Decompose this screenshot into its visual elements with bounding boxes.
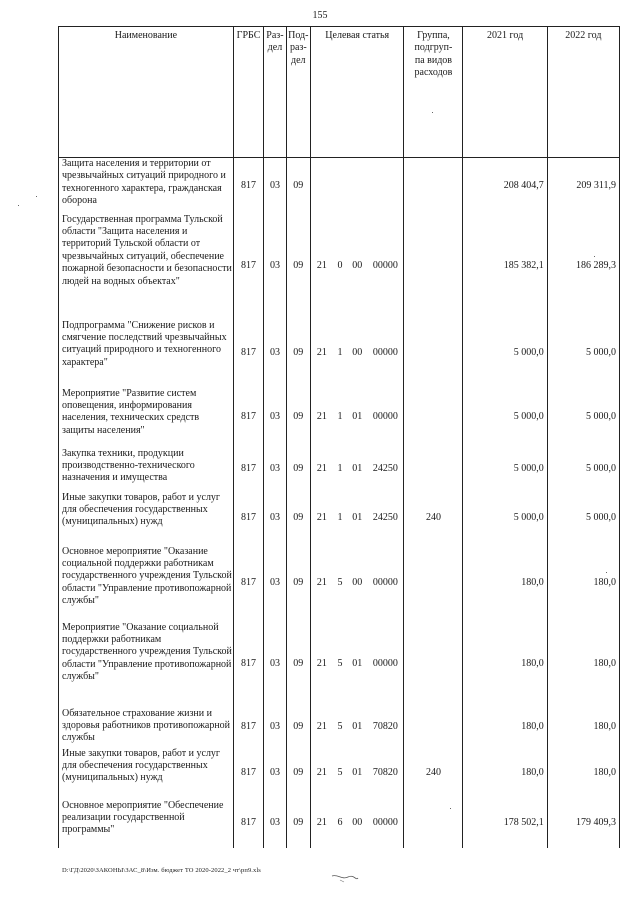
row-target-program: 21	[310, 388, 332, 448]
row-target-subprogram	[333, 158, 347, 214]
row-target-direction: 00000	[367, 800, 404, 848]
row-target-program	[310, 158, 332, 214]
row-target-program: 21	[310, 214, 332, 320]
row-amount-2022: 180,0	[547, 708, 619, 748]
speck	[36, 196, 37, 197]
row-podrazdel: 09	[286, 214, 310, 320]
row-name: Иные закупки товаров, работ и услуг для обеспечения государственных (муниципальных) нужд	[59, 748, 234, 800]
col-header-grbs: ГРБС	[233, 27, 263, 158]
row-podrazdel: 09	[286, 388, 310, 448]
col-header-razdel: Раз- дел	[264, 27, 286, 158]
row-amount-2021: 180,0	[463, 546, 547, 622]
table-row	[59, 320, 620, 388]
row-amount-2021: 180,0	[463, 622, 547, 708]
row-target-program: 21	[310, 708, 332, 748]
row-podrazdel: 09	[286, 622, 310, 708]
row-target-event: 01	[352, 411, 363, 423]
row-target-subprogram: 1	[337, 463, 343, 475]
table-row	[59, 748, 620, 800]
row-amount-2022: 180,0	[547, 546, 619, 622]
row-amount-2022: 5 000,0	[547, 448, 619, 492]
row-grbs: 817	[233, 448, 263, 492]
row-amount-2021: 5 000,0	[463, 448, 547, 492]
row-podrazdel: 09	[286, 748, 310, 800]
row-amount-2021: 180,0	[463, 708, 547, 748]
row-target-direction: 00000	[367, 320, 404, 388]
row-target-program: 21	[310, 448, 332, 492]
row-amount-2022: 209 311,9	[547, 158, 619, 214]
row-name: Государственная программа Тульской области "Защита населения и территорий Тульской области от чрезвычайных ситуаций, обеспечение пожарной безопасности и безопасности людей на водных объектах"	[59, 214, 234, 320]
row-amount-2021: 208 404,7	[463, 158, 547, 214]
row-podrazdel: 09	[286, 800, 310, 848]
row-expense-group	[404, 448, 463, 492]
row-razdel: 03	[264, 748, 286, 800]
row-target-direction: 70820	[367, 708, 404, 748]
row-expense-group	[404, 708, 463, 748]
row-grbs: 817	[233, 546, 263, 622]
row-amount-2021: 5 000,0	[463, 320, 547, 388]
row-target-event: 01	[352, 658, 363, 670]
row-name: Иные закупки товаров, работ и услуг для обеспечения государственных (муниципальных) нужд	[59, 492, 234, 546]
row-target-subprogram: 0	[337, 260, 343, 272]
row-razdel: 03	[264, 388, 286, 448]
row-amount-2022: 179 409,3	[547, 800, 619, 848]
row-amount-2022: 186 289,3	[547, 214, 619, 320]
row-amount-2022: 5 000,0	[547, 388, 619, 448]
row-target-direction: 24250	[367, 448, 404, 492]
row-target-direction: 00000	[367, 388, 404, 448]
row-razdel: 03	[264, 448, 286, 492]
table-row	[59, 158, 620, 214]
row-name: Подпрограмма "Снижение рисков и смягчение последствий чрезвычайных ситуаций природного и техногенного характера"	[59, 320, 234, 388]
row-amount-2021: 178 502,1	[463, 800, 547, 848]
row-target-direction: 00000	[367, 546, 404, 622]
row-target-subprogram: 5	[337, 577, 343, 589]
row-podrazdel: 09	[286, 158, 310, 214]
row-target-event: 01	[352, 512, 363, 524]
row-name: Основное мероприятие "Обеспечение реализации государственной программы"	[59, 800, 234, 848]
row-expense-group	[404, 214, 463, 320]
row-target-program: 21	[310, 546, 332, 622]
row-grbs: 817	[233, 800, 263, 848]
table-row	[59, 800, 620, 848]
row-target-event: 00	[352, 260, 363, 272]
row-grbs: 817	[233, 708, 263, 748]
col-header-2021: 2021 год	[463, 27, 547, 158]
row-expense-group: 240	[404, 748, 463, 800]
row-podrazdel: 09	[286, 320, 310, 388]
row-target-program: 21	[310, 320, 332, 388]
table-row	[59, 492, 620, 546]
row-amount-2022: 180,0	[547, 622, 619, 708]
row-amount-2021: 5 000,0	[463, 388, 547, 448]
row-expense-group	[404, 546, 463, 622]
row-expense-group: 240	[404, 492, 463, 546]
row-name: Мероприятие "Развитие систем оповещения, информирования населения, технических средств защиты населения"	[59, 388, 234, 448]
row-target-event: 01	[352, 721, 363, 733]
speck	[18, 205, 19, 206]
row-grbs: 817	[233, 320, 263, 388]
row-podrazdel: 09	[286, 448, 310, 492]
speck	[606, 572, 607, 573]
row-target-subprogram: 1	[337, 411, 343, 423]
table-header-row	[59, 27, 620, 158]
col-header-target: Целевая статья	[310, 27, 404, 158]
page-number: 155	[312, 10, 328, 21]
row-target-subprogram: 6	[337, 817, 343, 829]
row-target-direction: 24250	[367, 492, 404, 546]
row-name: Мероприятие "Оказание социальной поддержки работникам государственного учреждения Тульской области "Управление противопожарной службы"	[59, 622, 234, 708]
table-row	[59, 214, 620, 320]
row-target-event: 00	[352, 817, 363, 829]
table-body	[59, 158, 620, 848]
row-target-event: 00	[352, 347, 363, 359]
row-grbs: 817	[233, 748, 263, 800]
row-razdel: 03	[264, 546, 286, 622]
row-amount-2022: 5 000,0	[547, 320, 619, 388]
row-expense-group	[404, 158, 463, 214]
row-expense-group	[404, 320, 463, 388]
row-podrazdel: 09	[286, 492, 310, 546]
row-razdel: 03	[264, 320, 286, 388]
row-razdel: 03	[264, 800, 286, 848]
speck	[594, 256, 595, 257]
col-header-podrazdel: Под- раз- дел	[286, 27, 310, 158]
row-target-program: 21	[310, 622, 332, 708]
budget-table	[58, 26, 620, 848]
row-amount-2021: 185 382,1	[463, 214, 547, 320]
row-expense-group	[404, 622, 463, 708]
row-target-subprogram: 1	[337, 512, 343, 524]
row-target-event: 01	[352, 767, 363, 779]
row-podrazdel: 09	[286, 546, 310, 622]
speck	[432, 112, 433, 113]
row-target-event: 00	[352, 577, 363, 589]
row-amount-2022: 5 000,0	[547, 492, 619, 546]
row-target-direction: 70820	[367, 748, 404, 800]
row-target-direction: 00000	[367, 214, 404, 320]
table-row	[59, 388, 620, 448]
row-grbs: 817	[233, 492, 263, 546]
speck	[450, 808, 451, 809]
row-expense-group	[404, 388, 463, 448]
col-header-name: Наименование	[59, 27, 234, 158]
row-razdel: 03	[264, 492, 286, 546]
file-path-footer: D:\ГД\2020\ЗАКОНЫ\ЗАС_8\Изм. бюджет ТО 2020-2022_2 чт\рп9.xls	[62, 867, 261, 874]
row-razdel: 03	[264, 158, 286, 214]
row-target-subprogram: 1	[337, 347, 343, 359]
table-row	[59, 546, 620, 622]
row-grbs: 817	[233, 214, 263, 320]
row-podrazdel: 09	[286, 708, 310, 748]
table-row	[59, 622, 620, 708]
table-row	[59, 708, 620, 748]
row-target-subprogram: 5	[337, 721, 343, 733]
row-target-program: 21	[310, 800, 332, 848]
row-target-event: 01	[352, 463, 363, 475]
row-target-subprogram: 5	[337, 767, 343, 779]
col-header-group: Группа, подгруп- па видов расходов	[404, 27, 463, 158]
table-row	[59, 448, 620, 492]
row-amount-2022: 180,0	[547, 748, 619, 800]
col-header-2022: 2022 год	[547, 27, 619, 158]
row-name: Закупка техники, продукции производственно-технического назначения и имущества	[59, 448, 234, 492]
row-target-direction: 00000	[367, 622, 404, 708]
row-expense-group	[404, 800, 463, 848]
row-razdel: 03	[264, 708, 286, 748]
row-name: Основное мероприятие "Оказание социальной поддержки работникам государственного учреждения Тульской области "Управление противопожарной службы"	[59, 546, 234, 622]
row-target-subprogram: 5	[337, 658, 343, 670]
row-grbs: 817	[233, 158, 263, 214]
row-grbs: 817	[233, 388, 263, 448]
row-razdel: 03	[264, 214, 286, 320]
scribble-mark	[330, 872, 360, 884]
row-name: Защита населения и территории от чрезвычайных ситуаций природного и техногенного характера, гражданская оборона	[59, 158, 234, 214]
row-razdel: 03	[264, 622, 286, 708]
row-target-event	[347, 158, 367, 214]
row-grbs: 817	[233, 622, 263, 708]
row-amount-2021: 180,0	[463, 748, 547, 800]
row-target-direction	[367, 158, 404, 214]
row-target-program: 21	[310, 492, 332, 546]
row-amount-2021: 5 000,0	[463, 492, 547, 546]
row-target-program: 21	[310, 748, 332, 800]
row-name: Обязательное страхование жизни и здоровья работников противопожарной службы	[59, 708, 234, 748]
